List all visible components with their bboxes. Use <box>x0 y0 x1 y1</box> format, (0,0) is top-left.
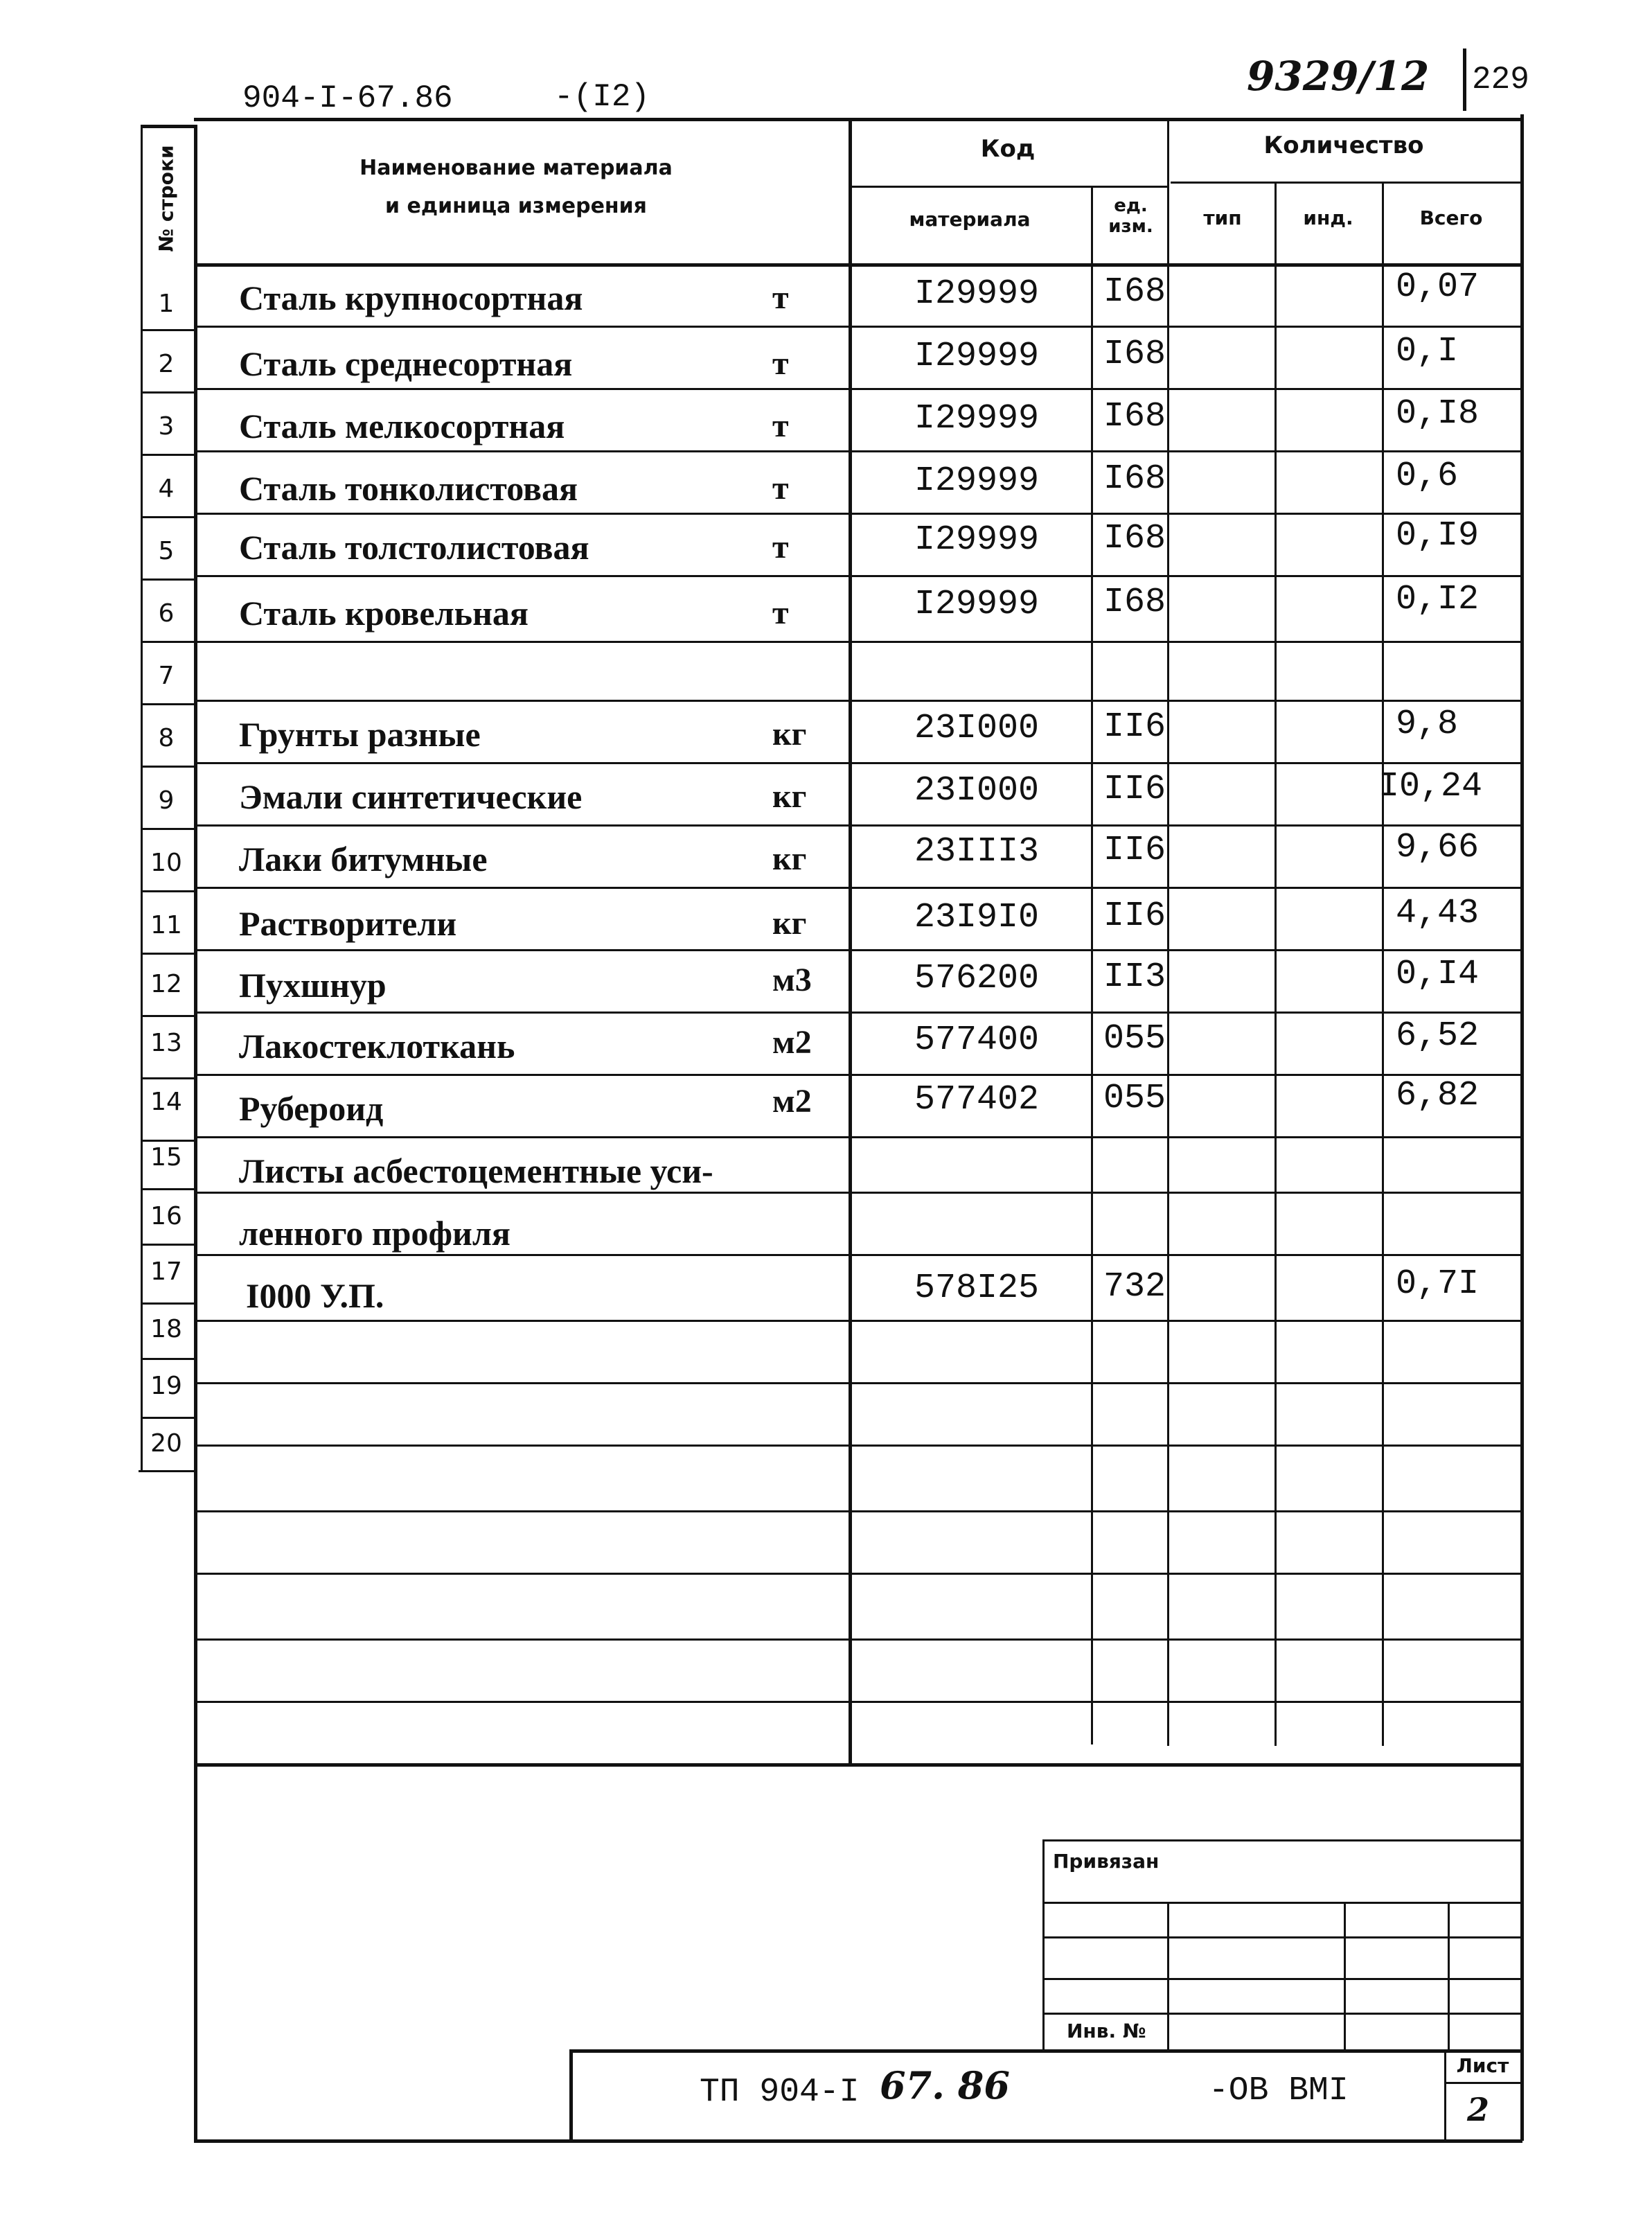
unit-code: I68 <box>1103 519 1166 558</box>
row-number-header: № строки <box>154 145 178 252</box>
total: 9,66 <box>1396 828 1480 867</box>
row-number: 4 <box>158 475 175 503</box>
tip-header: тип <box>1203 206 1242 229</box>
row-number: 1 <box>158 290 175 318</box>
name-header-line1: Наименование материала <box>359 156 673 180</box>
material-code: 23I9I0 <box>914 898 1040 937</box>
material-name: Грунты разные <box>239 715 481 754</box>
material-code: 23I000 <box>914 709 1040 748</box>
row-number: 15 <box>150 1143 182 1172</box>
unit: т <box>772 279 789 316</box>
archive-number: 9329/12 <box>1247 53 1430 100</box>
material-name: Эмали синтетические <box>239 777 583 816</box>
unit-code: 732 <box>1103 1267 1166 1307</box>
row-number: 7 <box>158 662 175 690</box>
unit: т <box>772 594 789 631</box>
total: I0,24 <box>1378 767 1483 806</box>
row-number: 2 <box>158 350 175 378</box>
material-name: Лаки битумные <box>239 840 488 878</box>
unit-code: II6 <box>1103 896 1166 936</box>
material-code: I29999 <box>914 585 1040 624</box>
material-code: 23I000 <box>914 771 1040 811</box>
total: 0,I2 <box>1396 580 1480 619</box>
name-header-line2: и единица измерения <box>385 194 647 218</box>
row-number: 10 <box>150 849 182 877</box>
material-code: 23III3 <box>914 832 1040 872</box>
unit-code: 055 <box>1103 1079 1166 1118</box>
unit-code: I68 <box>1103 397 1166 436</box>
material-name: Сталь мелкосортная <box>239 407 565 445</box>
total: 0,7I <box>1396 1264 1480 1304</box>
unit-header-line2: изм. <box>1108 216 1153 237</box>
unit-code: II3 <box>1103 957 1166 997</box>
row-number: 3 <box>158 412 175 441</box>
material-code: 576200 <box>914 959 1040 998</box>
unit-code: I68 <box>1103 459 1166 499</box>
row-number: 20 <box>150 1429 182 1458</box>
project-code-number: 67. 86 <box>880 2063 1010 2108</box>
material-code: I29999 <box>914 520 1040 560</box>
unit: кг <box>772 840 807 877</box>
row-number: 17 <box>150 1257 182 1286</box>
material-name: Сталь среднесортная <box>239 344 573 383</box>
project-code-suffix: -ОВ ВМI <box>1209 2072 1349 2110</box>
material-name: Рубероид <box>239 1089 384 1128</box>
inventory-number-label: Инв. № <box>1067 2020 1146 2042</box>
total: 6,52 <box>1396 1016 1480 1056</box>
unit: т <box>772 470 789 506</box>
material-code: 577402 <box>914 1080 1040 1120</box>
material-name: ленного профиля <box>239 1214 510 1253</box>
row-number: 14 <box>150 1088 182 1116</box>
row-number: 11 <box>150 911 182 939</box>
row-number: 18 <box>150 1315 182 1343</box>
row-number: 6 <box>158 599 175 628</box>
unit: кг <box>772 778 807 815</box>
total: 0,07 <box>1396 267 1480 307</box>
material-name: Сталь крупносортная <box>239 279 583 317</box>
material-code: I29999 <box>914 461 1040 501</box>
material-name: Сталь толстолистовая <box>239 528 589 567</box>
sheet-number: 2 <box>1467 2091 1490 2128</box>
material-code: I29999 <box>914 274 1040 314</box>
material-name: Лакостеклоткань <box>239 1027 515 1066</box>
material-name: Листы асбестоцементные уси- <box>239 1151 713 1190</box>
total: 0,I <box>1396 332 1459 371</box>
material-name: Растворители <box>239 904 457 943</box>
material-header: материала <box>909 208 1031 231</box>
total: 6,82 <box>1396 1076 1480 1115</box>
unit-code: II6 <box>1103 707 1166 747</box>
row-number: 5 <box>158 537 175 565</box>
row-number: 16 <box>150 1202 182 1230</box>
unit: кг <box>772 905 807 942</box>
quantity-header: Количество <box>1263 132 1424 159</box>
unit: т <box>772 345 789 382</box>
total: 0,I8 <box>1396 394 1480 434</box>
unit-code: II6 <box>1103 770 1166 809</box>
material-name: Сталь тонколистовая <box>239 469 578 508</box>
total: 0,I9 <box>1396 516 1480 556</box>
total: 4,43 <box>1396 894 1480 933</box>
material-code: I29999 <box>914 399 1040 439</box>
unit-code: I68 <box>1103 335 1166 374</box>
total-header: Всего <box>1419 206 1483 229</box>
ind-header: инд. <box>1303 206 1353 229</box>
material-name: I000 У.П. <box>246 1276 384 1315</box>
unit-code: I68 <box>1103 583 1166 622</box>
privyazan-label: Привязан <box>1053 1850 1160 1873</box>
code-header: Код <box>980 135 1036 163</box>
unit: т <box>772 529 789 565</box>
unit-code: 055 <box>1103 1019 1166 1059</box>
material-name: Пухшнур <box>239 966 387 1005</box>
project-code-prefix: ТП 904-I <box>700 2074 860 2111</box>
unit: т <box>772 407 789 444</box>
sheet-suffix: -(I2) <box>554 79 650 115</box>
material-code: I29999 <box>914 337 1040 376</box>
unit: м2 <box>772 1024 812 1061</box>
unit-code: II6 <box>1103 831 1166 870</box>
material-name: Сталь кровельная <box>239 594 529 633</box>
total: 9,8 <box>1396 705 1459 744</box>
row-number: 9 <box>158 786 175 815</box>
sheet-label: Лист <box>1456 2054 1509 2077</box>
unit: кг <box>772 716 807 752</box>
unit: м3 <box>772 962 812 998</box>
material-code: 577400 <box>914 1021 1040 1060</box>
row-number: 8 <box>158 724 175 752</box>
page-number: 229 <box>1472 62 1529 98</box>
unit-header-line1: ед. <box>1114 195 1148 216</box>
row-number: 13 <box>150 1029 182 1057</box>
material-code: 578I25 <box>914 1269 1040 1308</box>
unit-code: I68 <box>1103 272 1166 312</box>
row-number: 19 <box>150 1372 182 1400</box>
unit: м2 <box>772 1083 812 1120</box>
row-number: 12 <box>150 970 182 998</box>
doc-code: 904-I-67.86 <box>242 80 453 116</box>
total: 0,6 <box>1396 457 1459 496</box>
total: 0,I4 <box>1396 955 1480 994</box>
